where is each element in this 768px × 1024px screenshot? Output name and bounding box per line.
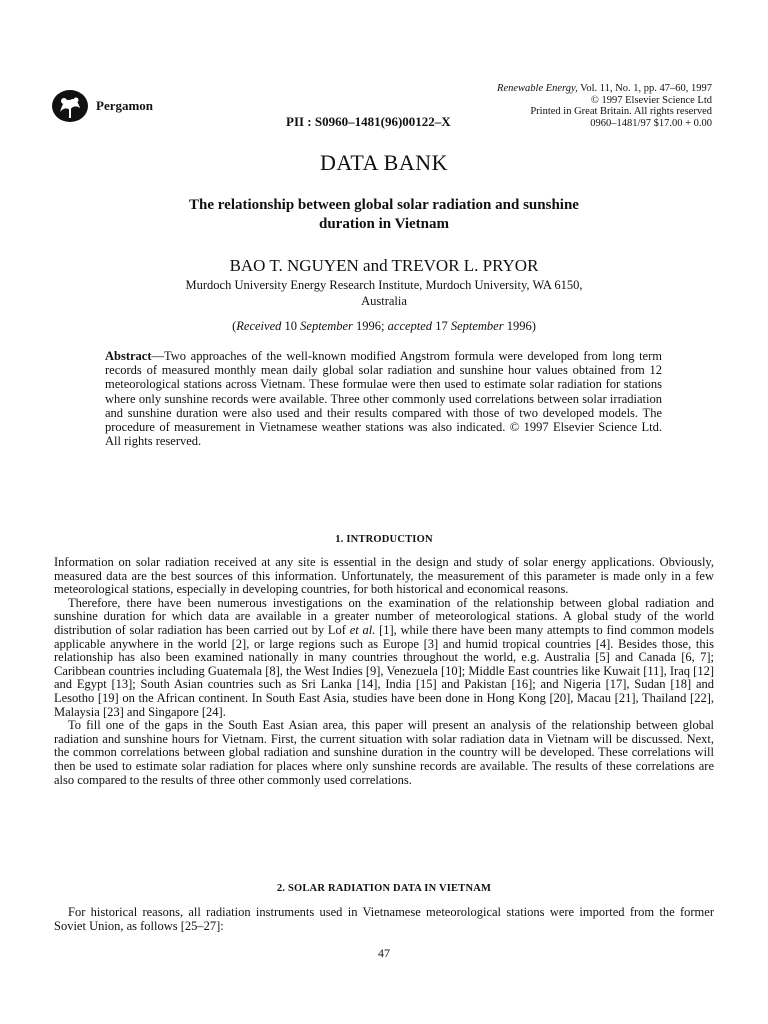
- pergamon-tree-logo-icon: [50, 88, 90, 124]
- heading-introduction: 1. INTRODUCTION: [335, 534, 433, 545]
- received-label: Received: [236, 319, 282, 333]
- intro-p2-part-a: Therefore, there have been numerous investigations on the examination of the relationship between global radiation and sunshine duration for which data are available in a greater number of meteorological stations. A global study of the world distribution of solar radiation has been carried out by Lof: [54, 595, 714, 637]
- received-month: September: [300, 319, 353, 333]
- affiliation: [0, 277, 768, 309]
- affiliation-line-1: Murdoch University Energy Research Institute, Murdoch University, WA 6150,: [185, 278, 583, 292]
- intro-paragraph-1: Information on solar radiation received at any site is essential in the design and study of solar energy applications. Obviously, measured data are the best sources of this information. Unfortunately, the measurement of this parameter is made only in a few meteorological stations, especially in developing countries, for both historical and economical reasons.: [54, 555, 714, 597]
- received-open-paren: (: [232, 319, 237, 333]
- affiliation-line-2: Australia: [361, 294, 407, 308]
- received-year: 1996;: [352, 319, 388, 333]
- intro-paragraph-3: To fill one of the gaps in the South East Asian area, this paper will present an analysis of the relationship between global radiation and sunshine hours for Vietnam. First, the current situation with solar radiation data in Vietnam will be discussed. Next, the common correlations between global radiation and sunshine duration in the country will be developed. These correlations will then be used to estimate solar radiation for places where only sunshine records are available. The results of these correlations are also compared to the results of three other commonly used correlations.: [54, 718, 714, 787]
- pii-identifier: PII : S0960–1481(96)00122–X: [286, 114, 451, 129]
- heading-solar-radiation-data: 2. SOLAR RADIATION DATA IN VIETNAM: [276, 883, 492, 894]
- accepted-month: September: [450, 319, 504, 333]
- article-title: [0, 196, 768, 234]
- accepted-day: 17: [432, 319, 451, 333]
- title-line-2: duration in Vietnam: [318, 216, 450, 232]
- authors: BAO T. NGUYEN and TREVOR L. PRYOR: [229, 256, 539, 275]
- title-line-1: The relationship between global solar radiation and sunshine: [189, 197, 579, 213]
- solar-data-body: [54, 906, 714, 933]
- price-line: 0960–1481/97 $17.00 + 0.00: [590, 117, 712, 129]
- accepted-year: 1996): [503, 319, 536, 333]
- intro-p2-et-al: et al.: [349, 622, 376, 637]
- abstract-text: —Two approaches of the well-known modified Angstrom formula were developed from long term records of measured monthly mean daily global solar radiation and sunshine hour values obtained from 12 meteorological stations across Vietnam. These formulae were then used to estimate solar radiation for stations where only sunshine records were available. Three other commonly used correlations between solar irradiation and sunshine duration were also used and their results compared with those of two developed models. The procedure of measurement in Vietnamese weather stations was also indicated. © 1997 Elsevier Science Ltd. All rights reserved.: [105, 349, 662, 449]
- accepted-label: accepted: [387, 319, 433, 333]
- publisher-logo: [50, 88, 153, 124]
- page-number: 47: [378, 946, 390, 960]
- received-day: 10: [281, 319, 301, 333]
- printed-line: Printed in Great Britain. All rights reserved: [530, 106, 712, 117]
- publisher-name: Pergamon: [96, 98, 154, 113]
- intro-paragraph-2: [54, 597, 714, 719]
- journal-name: Renewable Energy,: [497, 83, 578, 94]
- abstract: [105, 349, 662, 448]
- copyright-line: © 1997 Elsevier Science Ltd: [590, 94, 712, 106]
- intro-p2-part-b: [1], while there have been many attempts to find common models applicable anywhere in the world [2], or large regions such as Europe [3] and humid tropical countries [4]. Besides those, this relationship has also been examined nationally in many countries throughout the world, e.g. Australia [5] and Canada [6, 7]; Caribbean countries including Guatemala [8], the West Indies [9], Venezuela [10]; Middle East countries like Kuwait [11], Iraq [12] and Egypt [13]; South Asian countries such as Sri Lanka [14], India [15] and Pakistan [16]; and Nigeria [17], Sudan [18] and Lesotho [19] on the African continent. In South East Asia, studies have been done in Hong Kong [20], Macau [21], Thailand [22], Malaysia [23] and Singapore [24].: [54, 622, 714, 719]
- citation-volume: Vol. 11, No. 1, pp. 47–60, 1997: [577, 83, 712, 94]
- abstract-label: Abstract: [105, 349, 152, 363]
- introduction-body: [54, 556, 714, 787]
- section-label: DATA BANK: [319, 150, 449, 175]
- solar-paragraph-1: For historical reasons, all radiation instruments used in Vietnamese meteorological stations were imported from the former Soviet Union, as follows [25–27]:: [54, 905, 714, 933]
- received-dates: [0, 319, 768, 334]
- citation-line: [392, 83, 712, 95]
